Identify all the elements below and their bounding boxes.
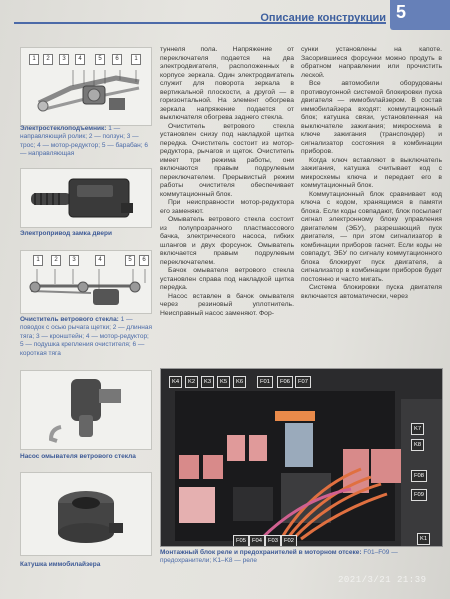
door-lock-figure <box>20 168 152 228</box>
window-lift-figure <box>20 47 152 126</box>
text-column-2 <box>301 46 442 301</box>
fuse-label: F05 <box>233 535 249 547</box>
caption-title: Электростеклоподъемник: <box>20 125 107 132</box>
paragraph: туннеля пола. Напряжение от переключателя подается на два электродвигателя, расположенных в корпусе зеркала. Один электродвигатель служит для поворота зеркала в вертикальной плоскости, а другой — в горизонтальной. На элемент обогрева зеркала напряжение подается от выключателя обогрева заднего стекла. <box>160 46 294 121</box>
immobilizer-coil-illustration <box>21 473 151 555</box>
relay-label: K1 <box>417 533 430 545</box>
fuse-label: F01 <box>257 376 273 388</box>
paragraph: сунки установлены на капоте. Засорившиеся форсунки можно продуть в обратном направлении или прочистить леской. <box>301 46 442 79</box>
caption-text: F01–F09 — предохранители; K1–K8 — реле <box>160 549 398 565</box>
door-lock-illustration <box>21 169 151 227</box>
washer-pump-illustration <box>21 371 151 449</box>
wiper-caption <box>20 316 152 358</box>
relay-label: K3 <box>201 376 214 388</box>
door-lock-caption <box>20 230 152 238</box>
callout-label: 3 <box>69 255 79 266</box>
relay-label: K5 <box>217 376 230 388</box>
text-column-1 <box>160 46 294 318</box>
fuse-label: F08 <box>411 470 427 482</box>
caption-title: Очиститель ветрового стекла: <box>20 316 119 323</box>
paragraph: При неисправности мотор-редуктора его заменяют. <box>160 199 294 215</box>
caption-title: Монтажный блок реле и предохранителей в моторном отсеке: <box>160 549 362 556</box>
paragraph: Очиститель ветрового стекла установлен снизу под накладкой щитка передка. Очиститель состоит из мотор-редуктора, рычагов и щеток. Очиститель имеет три режима работы, они включаются правым подрулевым переключателем. Прерывистый режим работы очистителя обеспечивает коммутационный блок. <box>160 122 294 198</box>
callout-label: 5 <box>95 54 105 65</box>
fuse-box-illustration <box>161 369 442 546</box>
washer-pump-figure <box>20 370 152 450</box>
callout-label: 5 <box>125 255 135 266</box>
paragraph: Все автомобили оборудованы противоугонной системой блокировки пуска двигателя — иммобилайзером. В состав иммобилайзера входят: коммутационный блок; катушка связи, установленная на выключателе зажигания; микросхема в ключе зажигания (транспондер) и сигнализатор состояния в комбинации приборов. <box>301 80 442 155</box>
photo-timestamp: 2021/3/21 21:39 <box>338 575 427 585</box>
callout-label: 1 <box>29 54 39 65</box>
callout-label: 2 <box>51 255 61 266</box>
callout-label: 6 <box>112 54 122 65</box>
relay-label: K4 <box>169 376 182 388</box>
page-number-tab <box>390 0 450 30</box>
engine-fuse-box-caption <box>160 549 442 566</box>
fuse-label: F06 <box>277 376 293 388</box>
paragraph: Насос вставлен в бачок омывателя через резиновый уплотнитель. Неисправный насос заменяют. Фор- <box>160 292 294 317</box>
callout-label: 4 <box>95 255 105 266</box>
callout-label: 6 <box>139 255 149 266</box>
immobilizer-coil-figure <box>20 472 152 556</box>
paragraph: Коммутационный блок сравнивает код ключа с кодом, хранящимся в памяти блока. Если коды совпадают, блок посылает сигнал электронному блоку управления двигателем (ЭБУ), разрешающий пуск двигателя, — при этом сигнализатор в комбинации приборов гаснет. Если коды не совпадут, ЭБУ по сигналу коммутационного блока блокирует пуск двигателя, а сигнализатор в комбинации приборов будет постоянно и часто мигать. <box>301 190 442 283</box>
callout-label: 4 <box>75 54 85 65</box>
washer-pump-caption <box>20 453 152 461</box>
relay-label: K8 <box>411 439 424 451</box>
caption-text: 1 — поводок с осью рычага щетки; 2 — длинная тяга; 3 — кронштейн; 4 — мотор-редуктор; 5 — подушка крепления очистителя; 6 — короткая тяга <box>20 316 152 357</box>
page-number: 5 <box>396 2 407 22</box>
callout-label: 2 <box>43 54 53 65</box>
paragraph: Омыватель ветрового стекла состоит из полупрозрачного пластмассового бачка, электрического насоса, гибких шлангов и двух форсунок. Омыватель включается правым подрулевым переключателем. <box>160 216 294 266</box>
relay-label: K7 <box>411 423 424 435</box>
caption-title: Катушка иммобилайзера <box>20 561 101 568</box>
paragraph: Система блокировки пуска двигателя включается автоматически, через <box>301 284 442 300</box>
fuse-label: F03 <box>265 535 281 547</box>
fuse-label: F02 <box>281 535 297 547</box>
immobilizer-coil-caption <box>20 561 152 569</box>
fuse-label: F09 <box>411 489 427 501</box>
caption-title: Электропривод замка двери <box>20 230 112 237</box>
section-title: Описание конструкции <box>260 12 386 24</box>
engine-fuse-box-photo <box>160 368 443 547</box>
window-lift-caption <box>20 125 152 159</box>
callout-label: 1 <box>131 54 141 65</box>
caption-title: Насос омывателя ветрового стекла <box>20 453 136 460</box>
paragraph: Бачок омывателя ветрового стекла установлен справа под накладкой щитка передка. <box>160 267 294 291</box>
relay-label: K6 <box>233 376 246 388</box>
caption-text: 1 — направляющий ролик; 2 — ползун; 3 — трос; 4 — мотор-редуктор; 5 — барабан; 6 — направляющая <box>20 125 148 158</box>
fuse-label: F07 <box>295 376 311 388</box>
callout-label: 3 <box>59 54 69 65</box>
fuse-label: F04 <box>249 535 265 547</box>
paragraph: Когда ключ вставляют в выключатель зажигания, катушка считывает код с микросхемы ключа и передает его в коммутационный блок. <box>301 156 442 189</box>
relay-label: K2 <box>185 376 198 388</box>
callout-label: 1 <box>33 255 43 266</box>
wiper-figure <box>20 250 152 314</box>
